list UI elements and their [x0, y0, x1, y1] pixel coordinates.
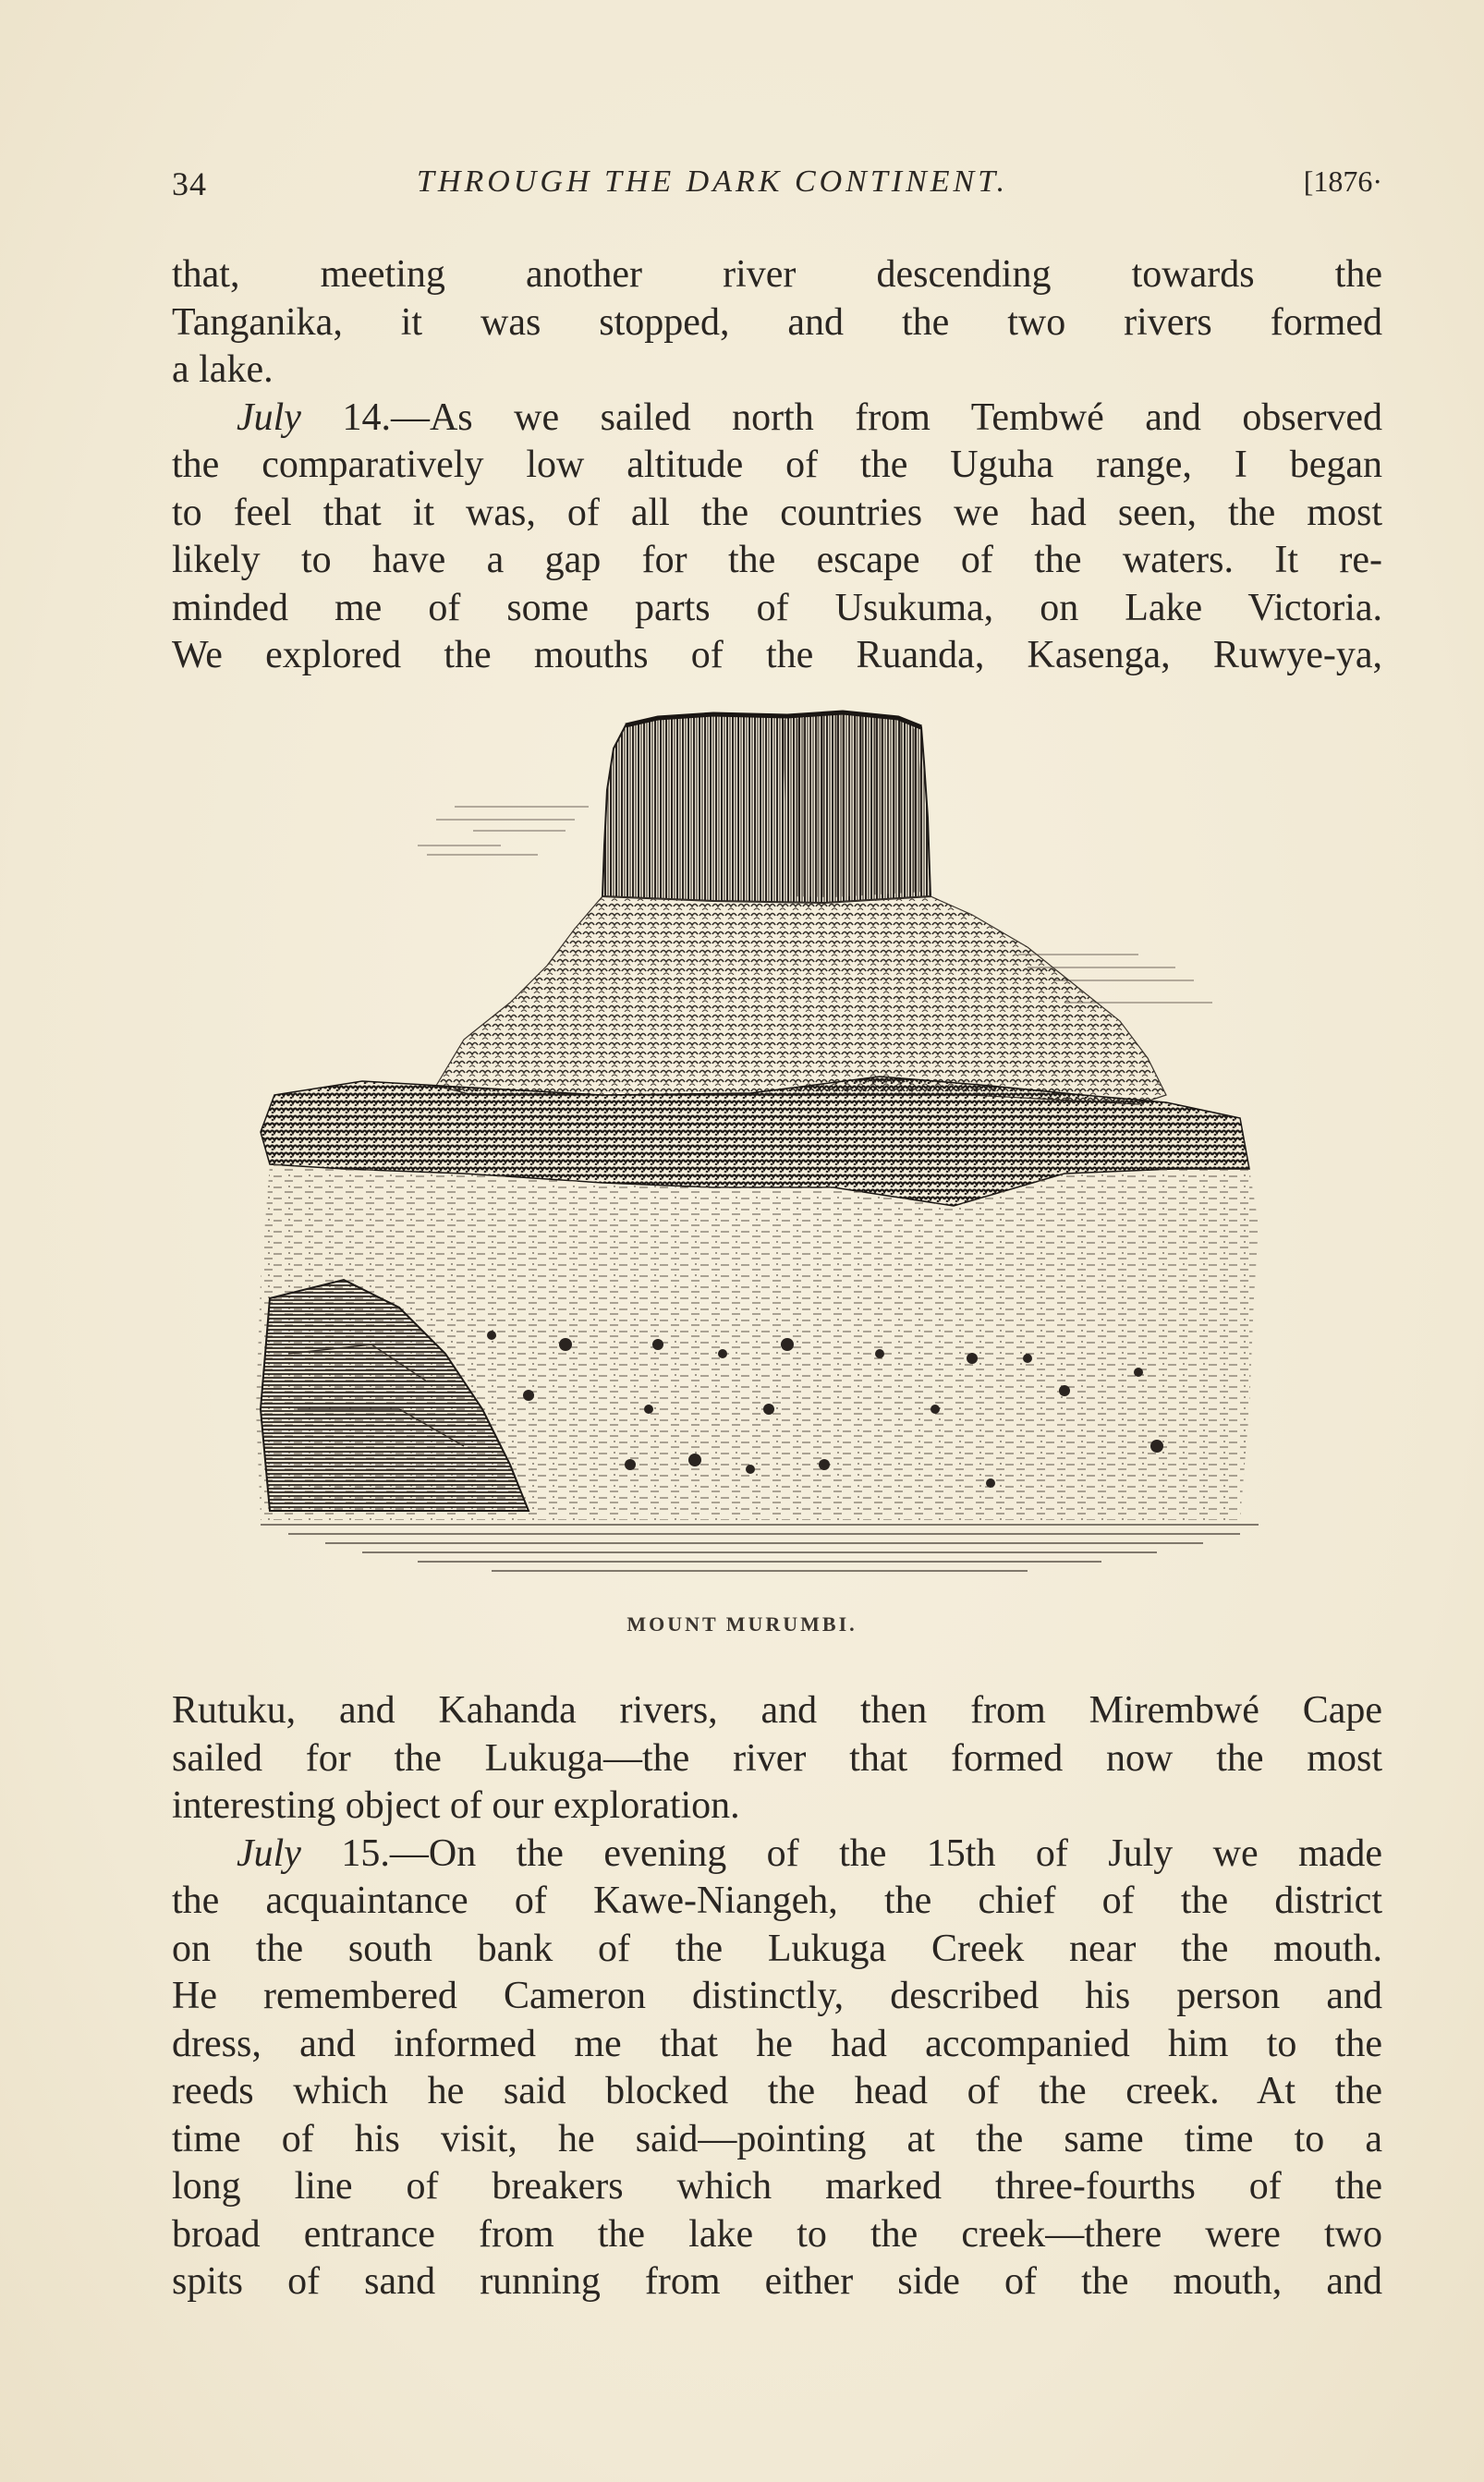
text-line: that, meeting another river descending towards the [172, 253, 1382, 296]
mount-murumbi-engraving [233, 707, 1295, 1617]
text-line: the comparatively low altitude of the Uguha range, I began [172, 444, 1382, 486]
text-line: the acquaintance of Kawe-Niangeh, the chief of the district [172, 1880, 1382, 1922]
cliff-light-face [783, 714, 924, 897]
text-line: on the south bank of the Lukuga Creek near the mouth. [172, 1927, 1382, 1970]
text-line: likely to have a gap for the escape of the waters. It re- [172, 539, 1382, 581]
text-line: time of his visit, he said—pointing at the same time to a [172, 2117, 1382, 2160]
text-block-bottom [172, 1687, 1382, 2306]
figure-caption: MOUNT MURUMBI. [626, 1612, 858, 1636]
text-line: minded me of some parts of Usukuma, on Lake Victoria. [172, 586, 1382, 629]
page-header [172, 164, 1382, 211]
text-line: dress, and informed me that he had accompanied him to the [172, 2022, 1382, 2065]
text-line: reeds which he said blocked the head of the creek. At the [172, 2070, 1382, 2112]
text-line-rest: 15.—On the evening of the 15th of July we made [300, 1831, 1382, 1875]
text-line: Tanganika, it was stopped, and the two rivers formed [172, 300, 1382, 344]
text-line: broad entrance from the lake to the creek—there were two [172, 2212, 1382, 2256]
text-block-top [172, 251, 1382, 680]
text-line: to feel that it was, of all the countries we had seen, the most [172, 491, 1382, 534]
text-line-rest: 14.—As we sailed north from Tembwé and observed [300, 395, 1382, 439]
paragraph-start-line [172, 395, 1382, 443]
text-line: Rutuku, and Kahanda rivers, and then from Mirembwé Cape [172, 1689, 1382, 1732]
text-line: We explored the mouths of the Ruanda, Kasenga, Ruwye-ya, [172, 634, 1382, 676]
text-line: sailed for the Lukuga—the river that formed now the most [172, 1736, 1382, 1780]
text-line: spits of sand running from either side of the mouth, and [172, 2260, 1382, 2303]
wooded-slope [436, 896, 1166, 1104]
text-line: He remembered Cameron distinctly, described his person and [172, 1975, 1382, 2017]
running-title: THROUGH THE DARK CONTINENT. [417, 164, 1009, 199]
date-italic: July [237, 395, 301, 439]
year-marker: [1876· [1303, 164, 1382, 198]
paragraph-start-line [172, 1831, 1382, 1879]
date-italic: July [237, 1831, 301, 1875]
page-number: 34 [172, 165, 207, 202]
text-line: long line of breakers which marked three-fourths of the [172, 2165, 1382, 2208]
water-lines [261, 1525, 1259, 1571]
text-line: a lake. [172, 348, 274, 391]
text-line: interesting object of our exploration. [172, 1784, 740, 1827]
